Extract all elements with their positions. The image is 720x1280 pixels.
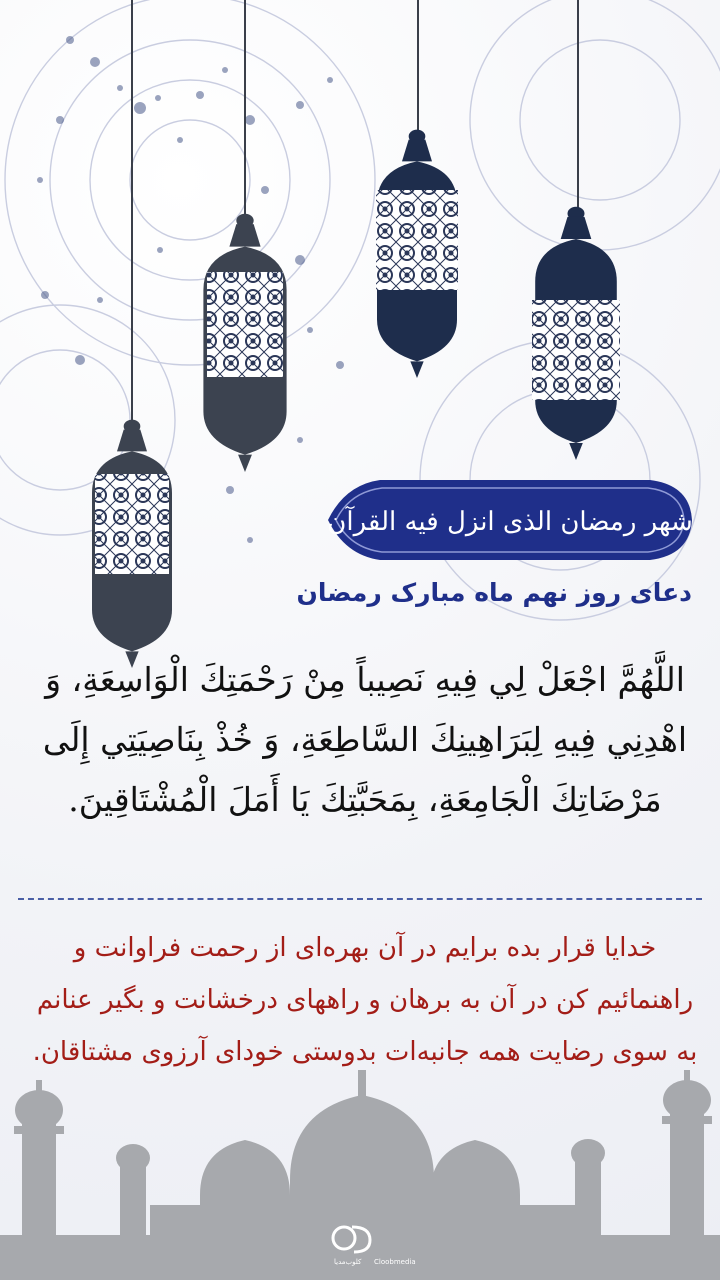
persian-translation-text: خدایا قرار بده برایم در آن بهره‌ای از رحمت فراوانت و راهنمائیم کن در آن به برهان و راههای درخشانت و بگیر عنانم به سوی رضایت همه جانبه‌ات بدوستی خودای آرزوی مشتاقان. bbox=[32, 933, 698, 1067]
arabic-prayer-text: اللَّهُمَّ اجْعَلْ لِي فِيهِ نَصِيباً مِنْ رَحْمَتِكَ الْوَاسِعَةِ، وَ اهْدِنِي فِيهِ لِبَرَاهِينِكَ السَّاطِعَةِ، وَ خُذْ بِنَاصِيَتِي إِلَى مَرْضَاتِكَ الْجَامِعَةِ، بِمَحَبَّتِكَ يَا أَمَلَ الْمُشْتَاقِينَ. bbox=[42, 660, 688, 819]
brand-logo bbox=[330, 1222, 420, 1268]
page-title: دعای روز نهم ماه مبارک رمضان bbox=[296, 578, 692, 607]
brand-label-fa: کلوب‌مدیا bbox=[334, 1258, 362, 1266]
brand-label-en: Cloobmedia bbox=[374, 1258, 416, 1266]
banner-calligraphy: شهر رمضان الذی انزل فیه القرآن bbox=[327, 507, 693, 537]
